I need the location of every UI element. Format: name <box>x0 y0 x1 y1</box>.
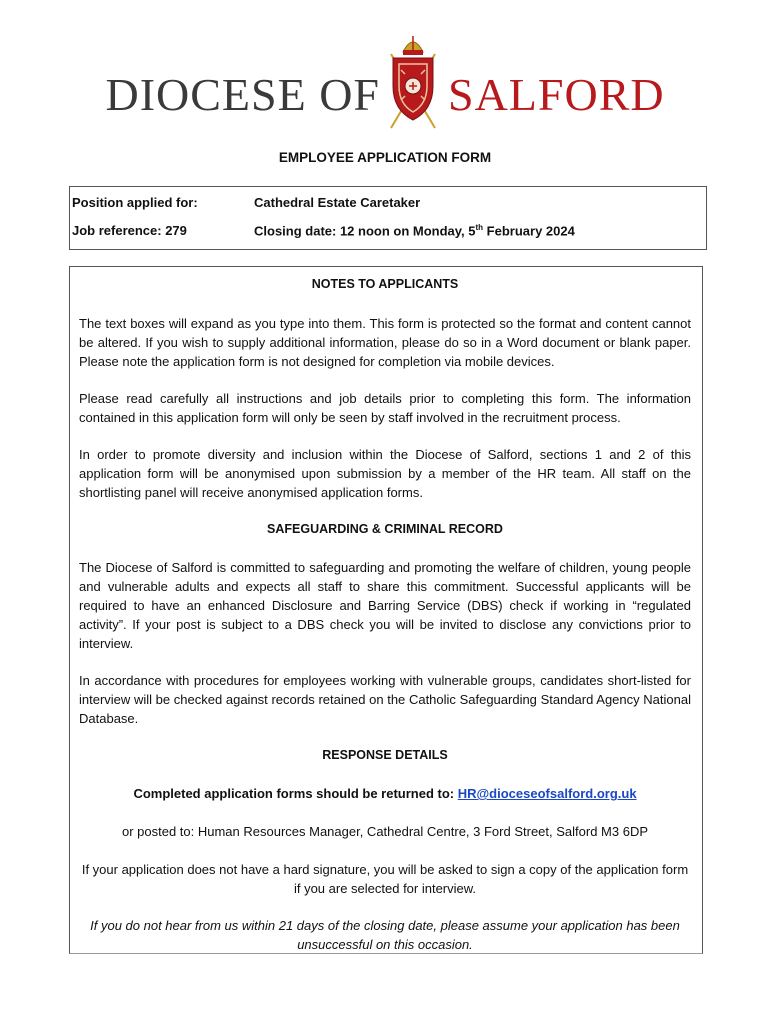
position-value: Cathedral Estate Caretaker <box>254 195 421 210</box>
return-instruction <box>79 784 691 803</box>
closing-date-prefix: Closing date: 12 noon on Monday, 5 <box>254 223 476 239</box>
closing-date-suffix-sup: th <box>475 223 484 232</box>
form-title: EMPLOYEE APPLICATION FORM <box>278 150 492 165</box>
job-details-box <box>69 186 707 250</box>
closing-date <box>254 223 575 238</box>
notes-paragraph-4: The Diocese of Salford is committed to safeguarding and promoting the welfare of children, young people and vulnerable adults and expects all staff to share this commitment. Successful applicants will be required to have an enhanced Disclosure and Barring Service (DBS) check if working in “regulated activity”. If your post is subject to a DBS check you will be invited to disclose any convictions prior to interview. <box>79 560 691 651</box>
notes-paragraph-1: The text boxes will expand as you type into them. This form is protected so the format and content cannot be altered. If you wish to supply additional information, please do so in a Word document or blank paper. Please note the application form is not designed for completion via mobile devices. <box>79 316 691 369</box>
page-header <box>0 30 770 130</box>
notes-paragraph-2: Please read carefully all instructions and job details prior to completing this form. The information contained in this application form will only be seen by staff involved in the recruitment process. <box>79 391 691 425</box>
signature-note: If your application does not have a hard signature, you will be asked to sign a copy of the application form if you are selected for interview. <box>81 862 689 896</box>
org-name-left: DIOCESE OF <box>105 69 380 120</box>
diocesan-crest-icon <box>385 30 441 130</box>
response-heading: RESPONSE DETAILS <box>322 748 448 762</box>
hr-email-link[interactable]: HR@dioceseofsalford.org.uk <box>457 786 637 801</box>
return-text: Completed application forms should be returned to: <box>133 786 458 801</box>
notes-heading: NOTES TO APPLICANTS <box>311 277 459 291</box>
position-label: Position applied for: <box>72 195 198 210</box>
notes-box <box>69 266 703 954</box>
job-reference: Job reference: 279 <box>72 223 187 238</box>
notes-paragraph-5: In accordance with procedures for employees working with vulnerable groups, candidates short-listed for interview will be checked against records retained on the Catholic Safeguarding Standard Agency National Database. <box>79 673 691 726</box>
notes-paragraph-3: In order to promote diversity and inclusion within the Diocese of Salford, sections 1 and 2 of this application form will be anonymised upon submission by a member of the HR team. All staff on the shortlisting panel will receive anonymised application forms. <box>79 447 691 500</box>
closing-note: If you do not hear from us within 21 days of the closing date, please assume your application has been unsuccessful on this occasion. <box>90 918 680 952</box>
postal-address: or posted to: Human Resources Manager, Cathedral Centre, 3 Ford Street, Salford M3 6DP <box>121 824 649 839</box>
org-name-right: SALFORD <box>448 69 665 120</box>
safeguarding-heading: SAFEGUARDING & CRIMINAL RECORD <box>267 522 503 536</box>
closing-date-month: February 2024 <box>483 223 575 239</box>
